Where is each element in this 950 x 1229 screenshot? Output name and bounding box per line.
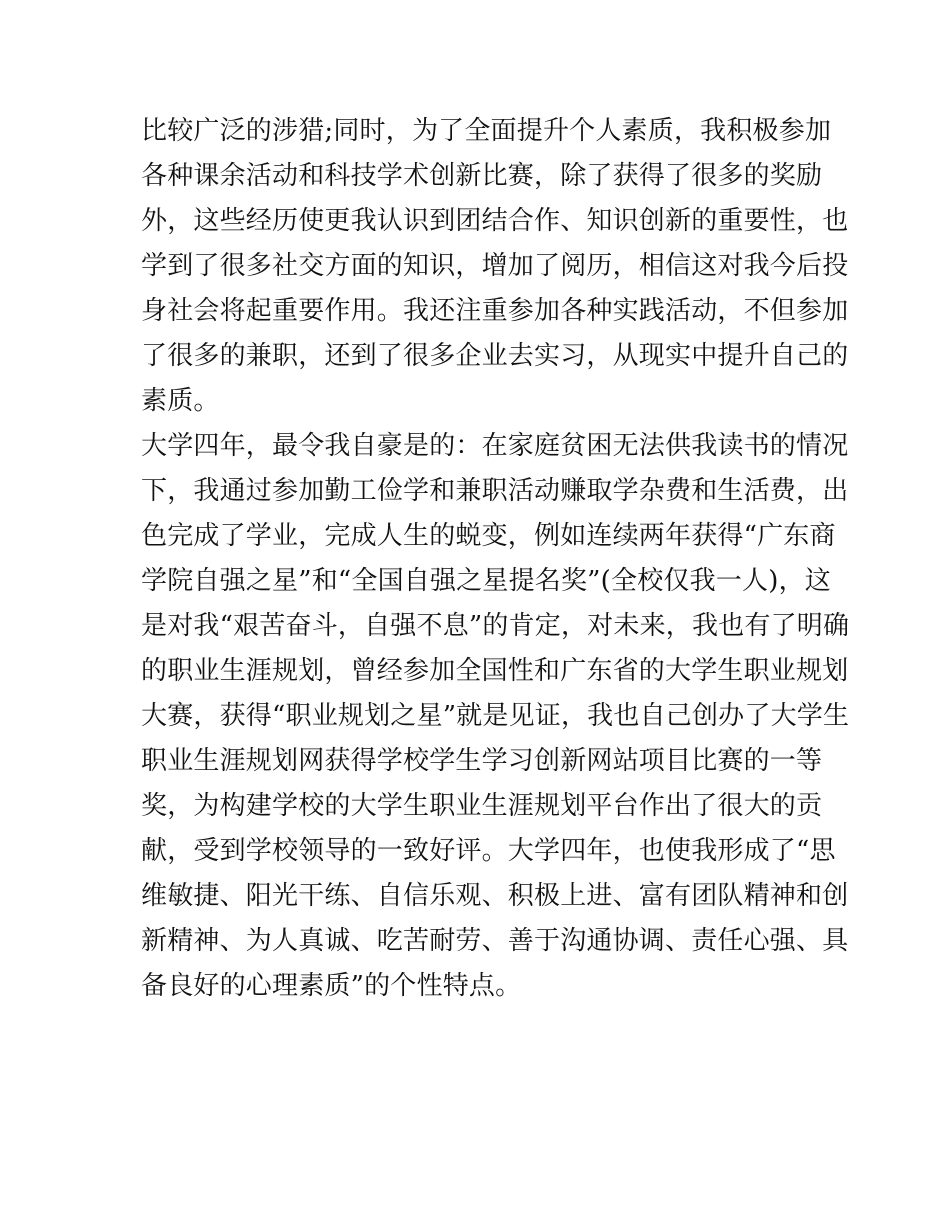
text-line: 大赛，获得“职业规划之星”就是见证，我也自己创办了大学生 (141, 701, 850, 731)
text-line: 大学四年，最令我自豪是的：在家庭贫困无法供我读书的情况 (141, 431, 849, 461)
body-text (141, 109, 850, 1009)
text-line: 献，受到学校领导的一致好评。大学四年，也使我形成了“思 (141, 836, 836, 866)
text-line: 了很多的兼职，还到了很多企业去实习，从现实中提升自己的 (141, 341, 849, 371)
text-line: 奖，为构建学校的大学生职业生涯规划平台作出了很大的贡 (141, 791, 823, 821)
text-line: 的职业生涯规划，曾经参加全国性和广东省的大学生职业规划 (141, 656, 849, 686)
text-line: 维敏捷、阳光干练、自信乐观、积极上进、富有团队精神和创 (141, 881, 849, 911)
text-line: 是对我“艰苦奋斗，自强不息”的肯定，对未来，我也有了明确 (141, 611, 850, 641)
text-line: 各种课余活动和科技学术创新比赛，除了获得了很多的奖励 (141, 161, 823, 191)
text-line: 身社会将起重要作用。我还注重参加各种实践活动，不但参加 (141, 296, 849, 326)
text-line: 外，这些经历使更我认识到团结合作、知识创新的重要性，也 (141, 206, 849, 236)
text-line: 学到了很多社交方面的知识，增加了阅历，相信这对我今后投 (141, 251, 849, 281)
text-line: 比较广泛的涉猎;同时，为了全面提升个人素质，我积极参加 (141, 116, 832, 146)
text-line: 色完成了学业，完成人生的蜕变，例如连续两年获得“广东商 (141, 521, 836, 551)
text-line: 备良好的心理素质”的个性特点。 (141, 971, 522, 1001)
text-line: 职业生涯规划网获得学校学生学习创新网站项目比赛的一等 (141, 746, 823, 776)
text-line: 学院自强之星”和“全国自强之星提名奖”(全校仅我一人)，这 (141, 566, 831, 596)
text-line: 新精神、为人真诚、吃苦耐劳、善于沟通协调、责任心强、具 (141, 926, 849, 956)
text-line: 下，我通过参加勤工俭学和兼职活动赚取学杂费和生活费，出 (141, 476, 849, 506)
text-line: 素质。 (141, 386, 220, 416)
